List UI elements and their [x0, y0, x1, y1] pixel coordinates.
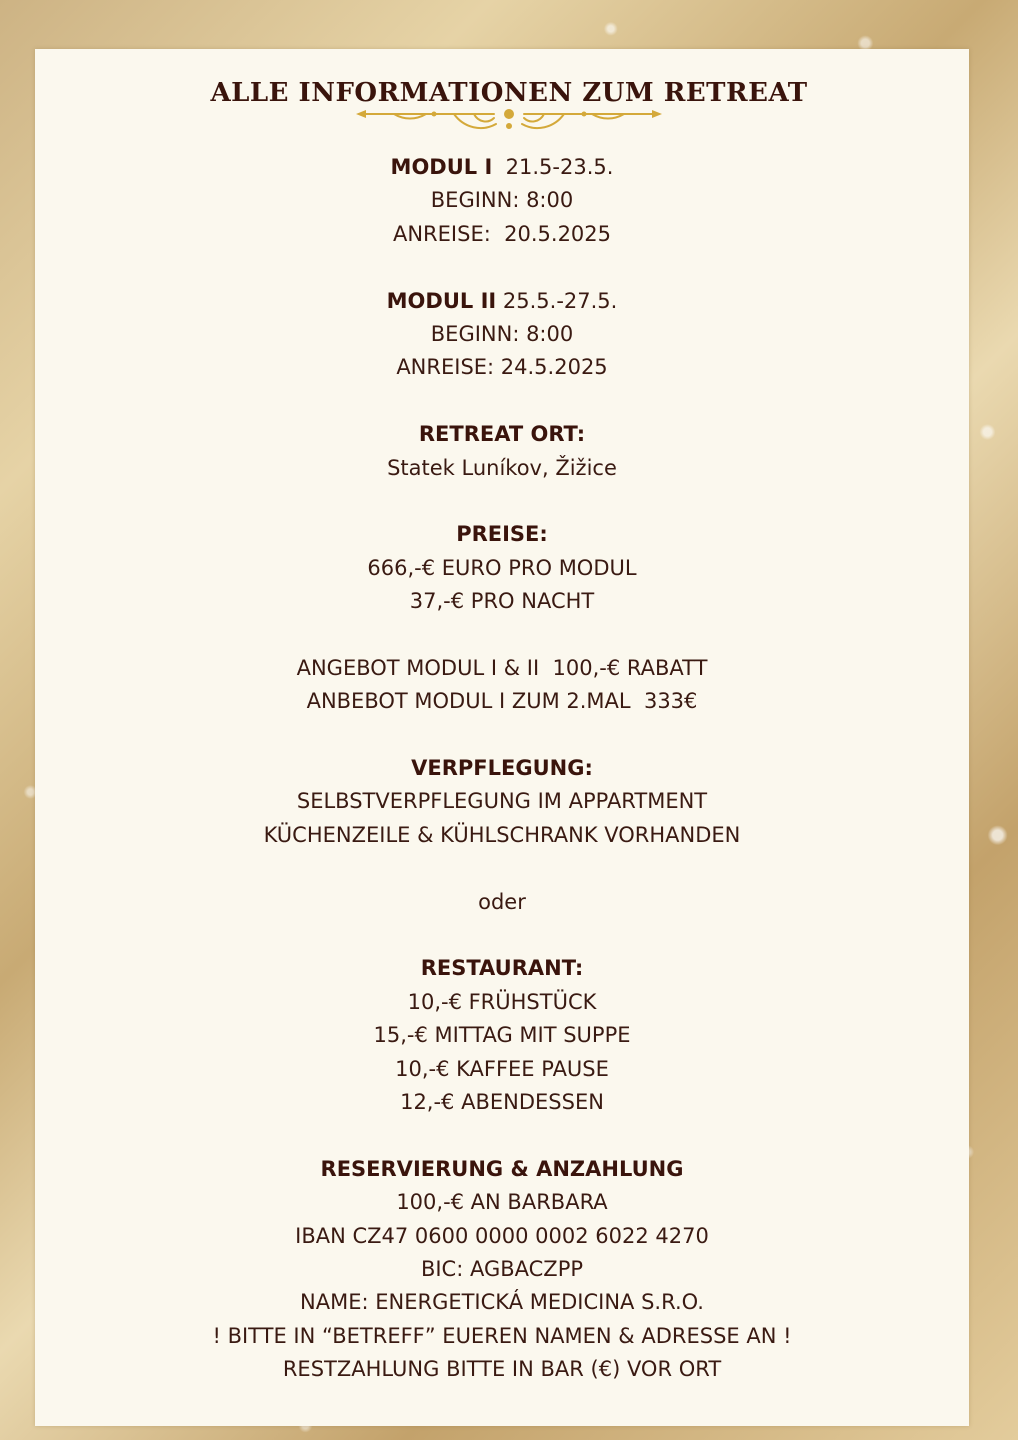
modul2-dates: 25.5.-27.5. [502, 288, 618, 313]
modul1-line [35, 151, 969, 184]
preise-line2: 37,-€ PRO NACHT [409, 589, 595, 614]
modul2-beginn: BEGINN: 8:00 [430, 321, 574, 346]
modul1-label: MODUL I [390, 155, 493, 179]
ort-heading: RETREAT ORT: [418, 422, 586, 447]
preise-line1: 666,-€ EURO PRO MODUL [367, 555, 637, 580]
restaurant-heading: RESTAURANT: [420, 956, 584, 981]
restaurant-item: 12,-€ ABENDESSEN [400, 1089, 604, 1114]
iban-line: IBAN CZ47 0600 0000 0002 6022 4270 [295, 1223, 709, 1248]
verpflegung-line2: KÜCHENZEILE & KÜHLSCHRANK VORHANDEN [263, 822, 741, 847]
modul2-label: MODUL II [386, 288, 497, 313]
modul1-dates: 21.5-23.5. [505, 155, 614, 179]
restaurant-item: 10,-€ FRÜHSTÜCK [407, 989, 597, 1014]
page-title: ALLE INFORMATIONEN ZUM RETREAT [210, 78, 808, 108]
ort-value: Statek Luníkov, Žižice [387, 455, 617, 480]
betreff-note: ! BITTE IN “BETREFF” EUEREN NAMEN & ADRESSE AN ! [212, 1323, 792, 1348]
restaurant-item: 15,-€ MITTAG MIT SUPPE [373, 1023, 631, 1048]
reservierung-line: 100,-€ AN BARBARA [396, 1190, 608, 1215]
oder-text: oder [478, 889, 526, 914]
verpflegung-heading: VERPFLEGUNG: [411, 756, 593, 781]
ornament-divider-icon [354, 106, 664, 136]
bic-line: BIC: AGBACZPP [420, 1256, 584, 1281]
restzahlung-note: RESTZAHLUNG BITTE IN BAR (€) VOR ORT [282, 1357, 722, 1382]
modul2-line [35, 285, 969, 318]
info-content [35, 151, 969, 1386]
restaurant-item: 10,-€ KAFFEE PAUSE [395, 1056, 609, 1081]
verpflegung-line1: SELBSTVERPFLEGUNG IM APPARTMENT [296, 789, 708, 814]
name-line: NAME: ENERGETICKÁ MEDICINA S.R.O. [300, 1290, 704, 1315]
modul1-anreise: ANREISE: 20.5.2025 [392, 221, 612, 246]
modul2-anreise: ANREISE: 24.5.2025 [396, 355, 608, 380]
modul1-beginn: BEGINN: 8:00 [430, 188, 574, 213]
angebot-line1: ANGEBOT MODUL I & II 100,-€ RABATT [296, 655, 708, 680]
reservierung-heading: RESERVIERUNG & ANZAHLUNG [320, 1156, 684, 1181]
preise-heading: PREISE: [456, 522, 548, 547]
angebot-line2: ANBEBOT MODUL I ZUM 2.MAL 333€ [306, 689, 698, 714]
